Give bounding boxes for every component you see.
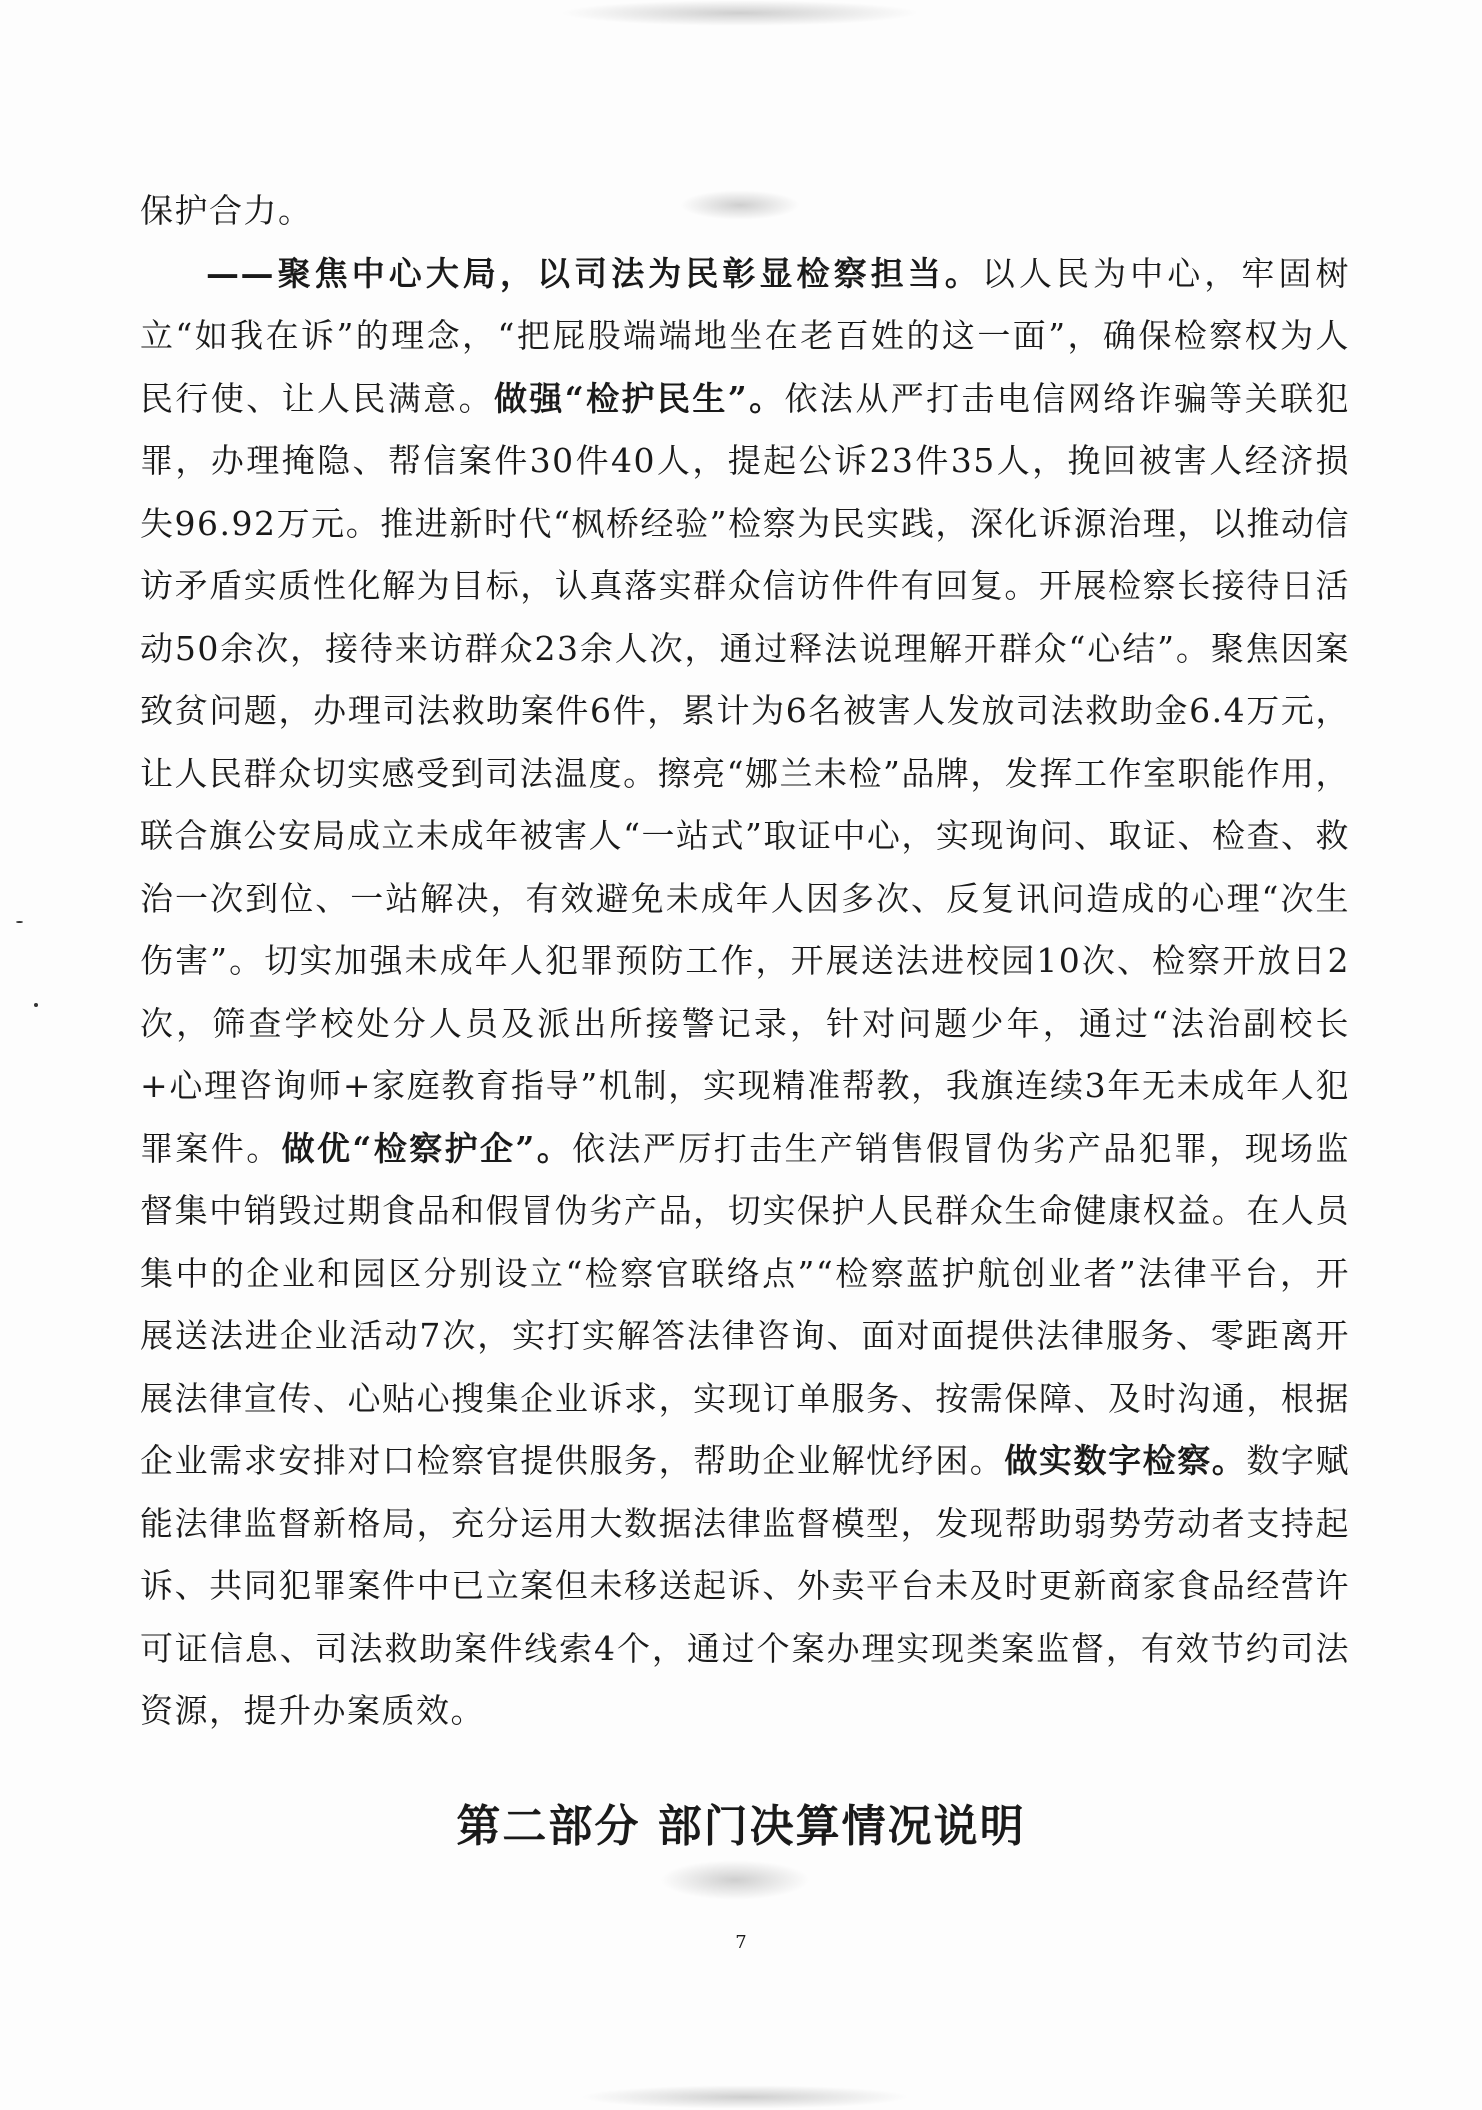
subheading-jiancha-huqi: 做优“检察护企”。 (281, 1128, 573, 1168)
body-paragraph (140, 243, 1350, 1743)
paragraph-text: 以人民为中心，牢固树立“如我在诉”的理念，“把屁股端端地坐在老百姓的这一面”，确保检察权为人民行使、让人民满意。 (140, 253, 1351, 418)
scan-smudge-top (560, 0, 920, 26)
section-heading: 第二部分 部门决算情况说明 (456, 1801, 1026, 1852)
paragraph-text: 依法严厉打击生产销售假冒伪劣产品犯罪，现场监督集中销毁过期食品和假冒伪劣产品，切实保护人民群众生命健康权益。在人员集中的企业和园区分别设立“检察官联络点”“检察蓝护航创业者”法律平台，开展送法进企业活动7次，实打实解答法律咨询、面对面提供法律服务、零距离开展法律宣传、心贴心搜集企业诉求，实现订单服务、按需保障、及时沟通，根据企业需求安排对口检察官提供服务，帮助企业解忧纾困。 (140, 1128, 1350, 1480)
intro-line: 保护合力。 (140, 191, 313, 230)
scan-speck (34, 1003, 38, 1007)
paragraph-lead-heading: ——聚焦中心大局，以司法为民彰显检察担当。 (206, 253, 982, 293)
subheading-shuzi-jiancha: 做实数字检察。 (1004, 1441, 1247, 1480)
scan-speck (16, 921, 23, 923)
page-number: 7 (735, 1932, 747, 1953)
paragraph-text: 依法从严打击电信网络诈骗等关联犯罪，办理掩隐、帮信案件30件40人，提起公诉23件35人，挽回被害人经济损失96.92万元。推进新时代“枫桥经验”检察为民实践，深化诉源治理，以推动信访矛盾实质性化解为目标，认真落实群众信访件件有回复。开展检察长接待日活动50余次，接待来访群众23余人次，通过释法说理解开群众“心结”。聚焦因案致贫问题，办理司法救助案件6件，累计为6名被害人发放司法救助金6.4万元，让人民群众切实感受到司法温度。擦亮“娜兰未检”品牌，发挥工作室职能作用，联合旗公安局成立未成年被害人“一站式”取证中心，实现询问、取证、检查、救治一次到位、一站解决，有效避免未成年人因多次、反复讯问造成的心理“次生伤害”。切实加强未成年人犯罪预防工作，开展送法进校园10次、检察开放日2次，筛查学校处分人员及派出所接警记录，针对问题少年，通过“法治副校长+心理咨询师+家庭教育指导”机制，实现精准帮教，我旗连续3年无未成年人犯罪案件。 (140, 378, 1351, 1168)
scan-smudge-lower (660, 1860, 810, 1900)
body-text (140, 180, 1350, 1743)
scan-smudge-bottom (580, 2085, 910, 2109)
paragraph-text: 数字赋能法律监督新格局，充分运用大数据法律监督模型，发现帮助弱势劳动者支持起诉、共同犯罪案件中已立案但未移送起诉、外卖平台未及时更新商家食品经营许可证信息、司法救助案件线索4个，通过个案办理实现类案监督，有效节约司法资源，提升办案质效。 (140, 1441, 1351, 1730)
subheading-jianhu-minsheng: 做强“检护民生”。 (493, 378, 785, 418)
